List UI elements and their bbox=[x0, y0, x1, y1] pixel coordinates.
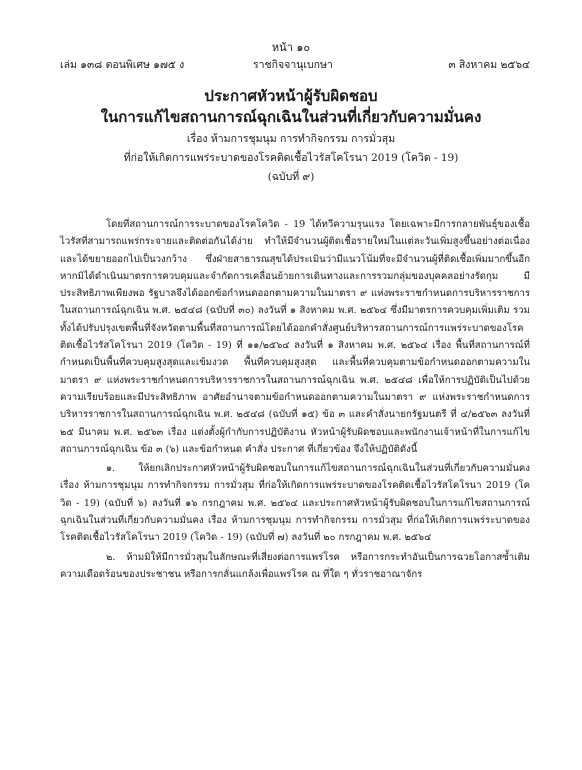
preamble-paragraph: โดยที่สถานการณ์การระบาดของโรคโควิด - 19 ได้ทวีความรุนแรง โดยเฉพาะมีการกลายพันธุ์ของเชื้อไวรัสที่สามารถแพร่กระจายและติดต่อกันได้ง่าย ทำให้มีจำนวนผู้ติดเชื้อรายใหม่ในแต่ละวันเพิ่มสูงขึ้นอย่างต่อเนื่องและได้ขยายออกไปเป็นวงกว้าง ซึ่งฝ่ายสาธารณสุขได้ประเมินว่ามีแนวโน้มที่จะมีจำนวนผู้ที่ติดเชื้อเพิ่มมากขึ้นอีก หากมิได้ดำเนินมาตรการควบคุมและจำกัดการเคลื่อนย้ายการเดินทางและการรวมกลุ่มของบุคคลอย่างรัดกุม มีประสิทธิภาพเพียงพอ รัฐบาลจึงได้ออกข้อกำหนดออกตามความในมาตรา ๙ แห่งพระราชกำหนดการบริหารราชการในสถานการณ์ฉุกเฉิน พ.ศ. ๒๕๔๘ (ฉบับที่ ๓๐) ลงวันที่ ๑ สิงหาคม พ.ศ. ๒๕๖๔ ซึ่งมีมาตรการควบคุมเพิ่มเติม รวมทั้งได้ปรับปรุงเขตพื้นที่จังหวัดตามพื้นที่สถานการณ์โดยได้ออกคำสั่งศูนย์บริหารสถานการณ์การแพร่ระบาดของโรคติดเชื้อไวรัสโคโรนา 2019 (โควิด - 19) ที่ ๑๑/๒๕๖๔ ลงวันที่ ๑ สิงหาคม พ.ศ. ๒๕๖๔ เรื่อง พื้นที่สถานการณ์ที่กำหนดเป็นพื้นที่ควบคุมสูงสุดและเข้มงวด พื้นที่ควบคุมสูงสุด และพื้นที่ควบคุมตามข้อกำหนดออกตามความในมาตรา ๙ แห่งพระราชกำหนดการบริหารราชการในสถานการณ์ฉุกเฉิน พ.ศ. ๒๕๔๘ เพื่อให้การปฏิบัติเป็นไปด้วยความเรียบร้อยและมีประสิทธิภาพ อาศัยอำนาจตามข้อกำหนดออกตามความในมาตรา ๙ แห่งพระราชกำหนดการบริหารราชการในสถานการณ์ฉุกเฉิน พ.ศ. ๒๕๔๘ (ฉบับที่ ๑๕) ข้อ ๓ และคำสั่งนายกรัฐมนตรี ที่ ๔/๒๕๖๓ ลงวันที่ ๒๕ มีนาคม พ.ศ. ๒๕๖๓ เรื่อง แต่งตั้งผู้กำกับการปฏิบัติงาน หัวหน้าผู้รับผิดชอบและพนักงานเจ้าหน้าที่ในการแก้ไขสถานการณ์ฉุกเฉิน ข้อ ๓ (๖) และข้อกำหนด คำสั่ง ประกาศ ที่เกี่ยวข้อง จึงให้ปฏิบัติดังนี้ bbox=[60, 219, 530, 455]
gazette-name: ราชกิจจานุเบกษา bbox=[253, 59, 333, 71]
announcement-title-block bbox=[40, 86, 542, 187]
announcement-edition: (ฉบับที่ ๙) bbox=[267, 171, 315, 183]
volume-issue: เล่ม ๑๓๘ ตอนพิเศษ ๑๗๕ ง bbox=[60, 59, 185, 71]
page-number: หน้า ๑๐ bbox=[271, 41, 311, 54]
announcement-body bbox=[60, 216, 530, 583]
publication-date: ๓ สิงหาคม ๒๕๖๔ bbox=[448, 59, 530, 71]
clause-1-paragraph: ๑. ให้ยกเลิกประกาศหัวหน้าผู้รับผิดชอบในการแก้ไขสถานการณ์ฉุกเฉินในส่วนที่เกี่ยวกับความมั่นคง เรื่อง ห้ามการชุมนุม การทำกิจกรรม การมั่วสุม ที่ก่อให้เกิดการแพร่ระบาดของโรคติดเชื้อไวรัสโคโรนา 2019 (โควิด - 19) (ฉบับที่ ๖) ลงวันที่ ๑๖ กรกฎาคม พ.ศ. ๒๕๖๔ และประกาศหัวหน้าผู้รับผิดชอบในการแก้ไขสถานการณ์ฉุกเฉินในส่วนที่เกี่ยวกับความมั่นคง เรื่อง ห้ามการชุมนุม การทำกิจกรรม การมั่วสุม ที่ก่อให้เกิดการแพร่ระบาดของโรคติดเชื้อไวรัสโคโรนา 2019 (โควิด - 19) (ฉบับที่ ๗) ลงวันที่ ๒๐ กรกฎาคม พ.ศ. ๒๕๖๔ bbox=[60, 463, 530, 544]
announcement-subject-line2: ที่ก่อให้เกิดการแพร่ระบาดของโรคติดเชื้อไวรัสโคโรนา 2019 (โควิด - 19) bbox=[123, 152, 459, 164]
announcement-title: ประกาศหัวหน้าผู้รับผิดชอบ bbox=[204, 87, 378, 105]
clause-2-paragraph: ๒. ห้ามมิให้มีการมั่วสุมในลักษณะที่เสี่ยงต่อการแพร่โรค หรือการกระทำอันเป็นการฉวยโอกาสซ้ำเติมความเดือดร้อนของประชาชน หรือการกลั่นแกล้งเพื่อแพร่โรค ณ ที่ใด ๆ ทั่วราชอาณาจักร bbox=[60, 551, 530, 580]
announcement-title-line2: ในการแก้ไขสถานการณ์ฉุกเฉินในส่วนที่เกี่ยวกับความมั่นคง bbox=[100, 108, 482, 126]
announcement-subject: เรื่อง ห้ามการชุมนุม การทำกิจกรรม การมั่วสุม bbox=[186, 133, 396, 145]
